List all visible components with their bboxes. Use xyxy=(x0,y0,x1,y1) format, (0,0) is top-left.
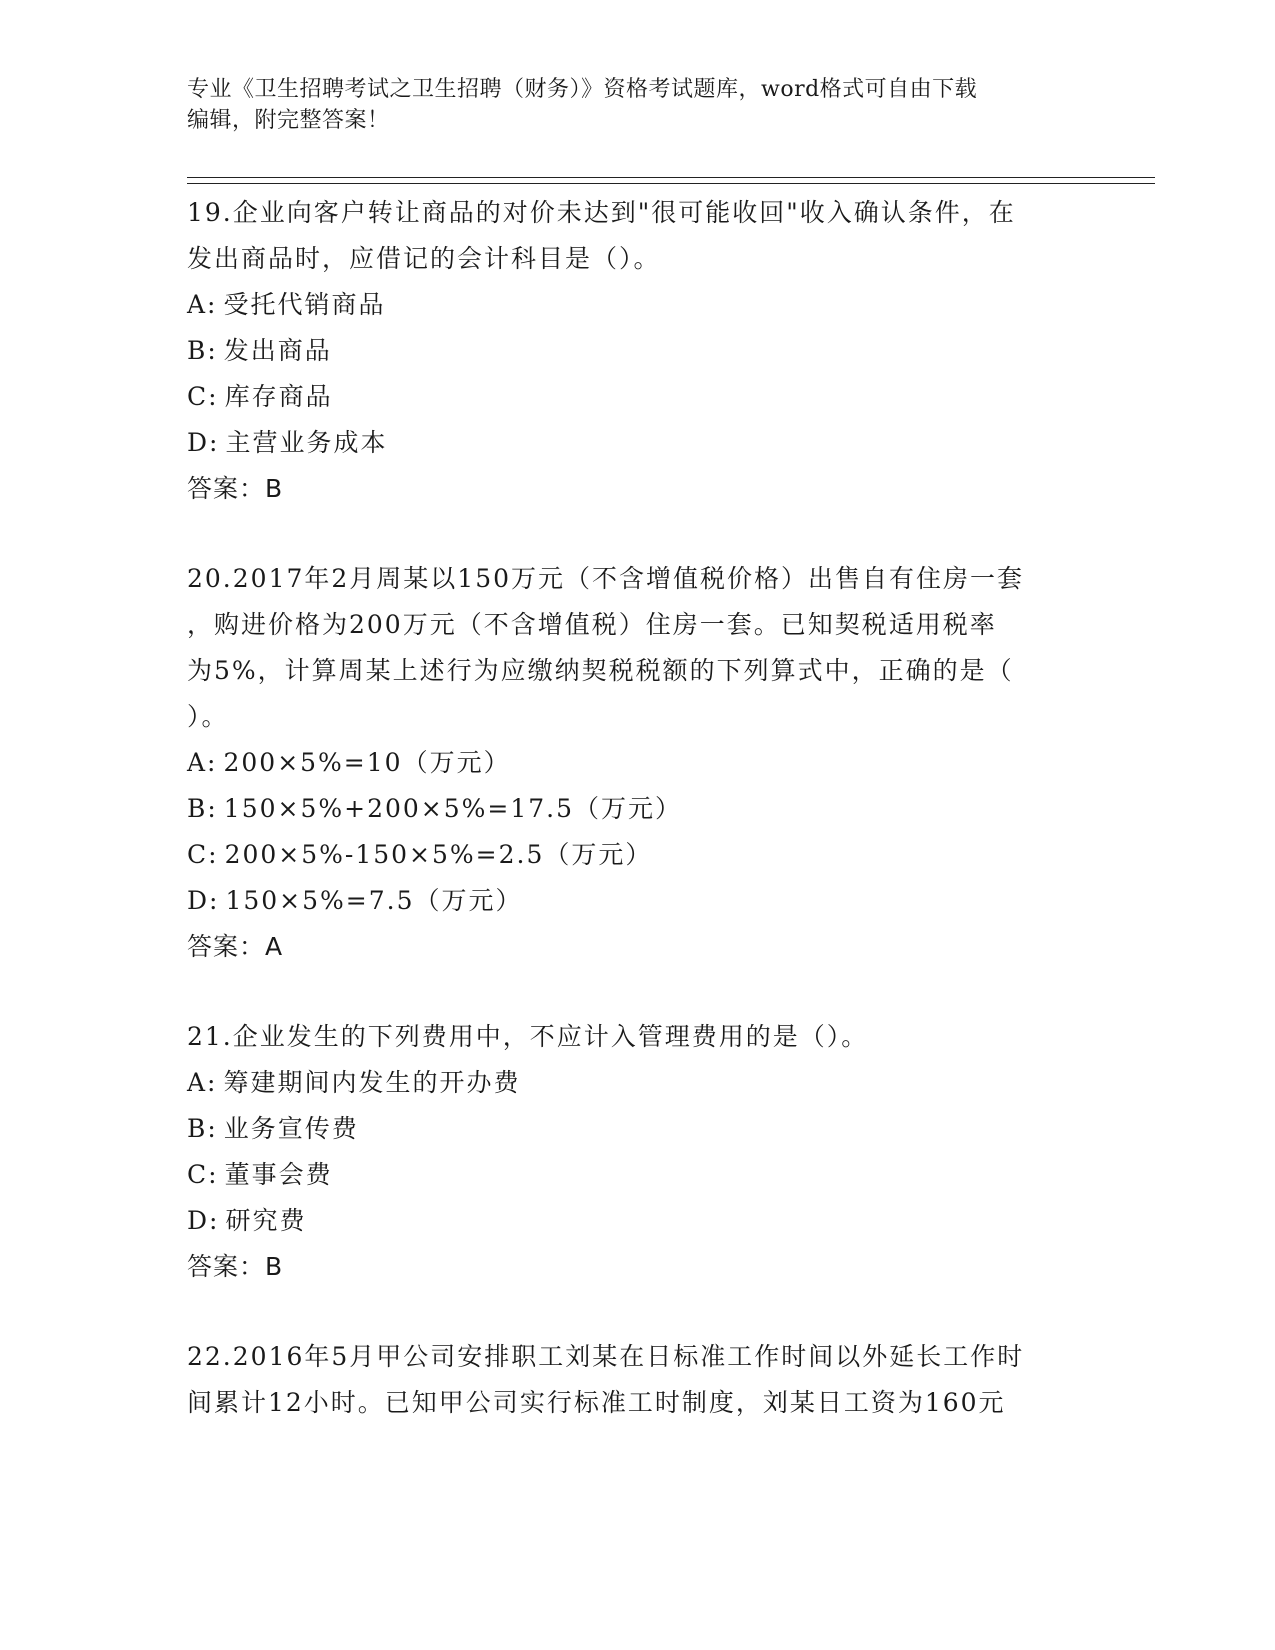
option-text: 150×5%+200×5%=17.5（万元） xyxy=(223,794,683,823)
option-letter: A: xyxy=(187,748,218,777)
question-text-line: 间累计12小时。已知甲公司实行标准工时制度，刘某日工资为160元 xyxy=(187,1388,1006,1417)
header-divider-bottom xyxy=(187,183,1155,184)
question-20 xyxy=(187,556,1087,970)
header-line-1: 专业《卫生招聘考试之卫生招聘（财务）》资格考试题库，word格式可自由下载 xyxy=(187,77,978,102)
option-b xyxy=(187,1106,1087,1152)
question-text-line: ，购进价格为200万元（不含增值税）住房一套。已知契税适用税率 xyxy=(187,610,997,639)
answer-line: 答案：B xyxy=(187,1252,284,1281)
question-text-line: 22.2016年5月甲公司安排职工刘某在日标准工作时间以外延长工作时 xyxy=(187,1342,1025,1371)
option-text: 主营业务成本 xyxy=(225,428,388,457)
question-19 xyxy=(187,190,1087,512)
question-list xyxy=(187,190,1087,1470)
option-text: 业务宣传费 xyxy=(223,1114,359,1143)
option-b xyxy=(187,786,1087,832)
option-c xyxy=(187,1152,1087,1198)
option-letter: B: xyxy=(187,336,218,365)
question-22 xyxy=(187,1334,1087,1426)
option-text: 150×5%=7.5（万元） xyxy=(225,886,523,915)
question-text-line: 21.企业发生的下列费用中，不应计入管理费用的是（）。 xyxy=(187,1022,869,1051)
option-a xyxy=(187,740,1087,786)
option-d xyxy=(187,1198,1087,1244)
option-c xyxy=(187,374,1087,420)
answer-line: 答案：B xyxy=(187,474,284,503)
question-text-line: 发出商品时，应借记的会计科目是（）。 xyxy=(187,244,661,273)
option-letter: D: xyxy=(187,1206,220,1235)
option-a xyxy=(187,1060,1087,1106)
option-text: 筹建期间内发生的开办费 xyxy=(223,1068,521,1097)
question-text-line: 20.2017年2月周某以150万元（不含增值税价格）出售自有住房一套 xyxy=(187,564,1025,593)
option-text: 研究费 xyxy=(225,1206,307,1235)
question-text-line: 为5%，计算周某上述行为应缴纳契税税额的下列算式中，正确的是（ xyxy=(187,656,1014,685)
document-header xyxy=(187,74,1087,136)
option-letter: D: xyxy=(187,428,220,457)
option-text: 200×5%-150×5%=2.5（万元） xyxy=(224,840,653,869)
option-text: 库存商品 xyxy=(224,382,333,411)
question-text-line: 19.企业向客户转让商品的对价未达到"很可能收回"收入确认条件，在 xyxy=(187,198,1016,227)
question-21 xyxy=(187,1014,1087,1290)
header-divider-top xyxy=(187,177,1155,178)
option-text: 200×5%=10（万元） xyxy=(223,748,511,777)
header-line-2: 编辑，附完整答案！ xyxy=(187,108,390,133)
option-letter: B: xyxy=(187,794,218,823)
option-letter: A: xyxy=(187,290,218,319)
option-letter: C: xyxy=(187,1160,219,1189)
option-text: 受托代销商品 xyxy=(223,290,386,319)
option-letter: C: xyxy=(187,840,219,869)
option-a xyxy=(187,282,1087,328)
option-letter: C: xyxy=(187,382,219,411)
option-c xyxy=(187,832,1087,878)
option-letter: A: xyxy=(187,1068,218,1097)
option-letter: D: xyxy=(187,886,220,915)
option-letter: B: xyxy=(187,1114,218,1143)
option-text: 发出商品 xyxy=(223,336,332,365)
option-d xyxy=(187,420,1087,466)
option-d xyxy=(187,878,1087,924)
question-text-line: ）。 xyxy=(187,702,229,731)
answer-line: 答案：A xyxy=(187,932,284,961)
option-b xyxy=(187,328,1087,374)
option-text: 董事会费 xyxy=(224,1160,333,1189)
